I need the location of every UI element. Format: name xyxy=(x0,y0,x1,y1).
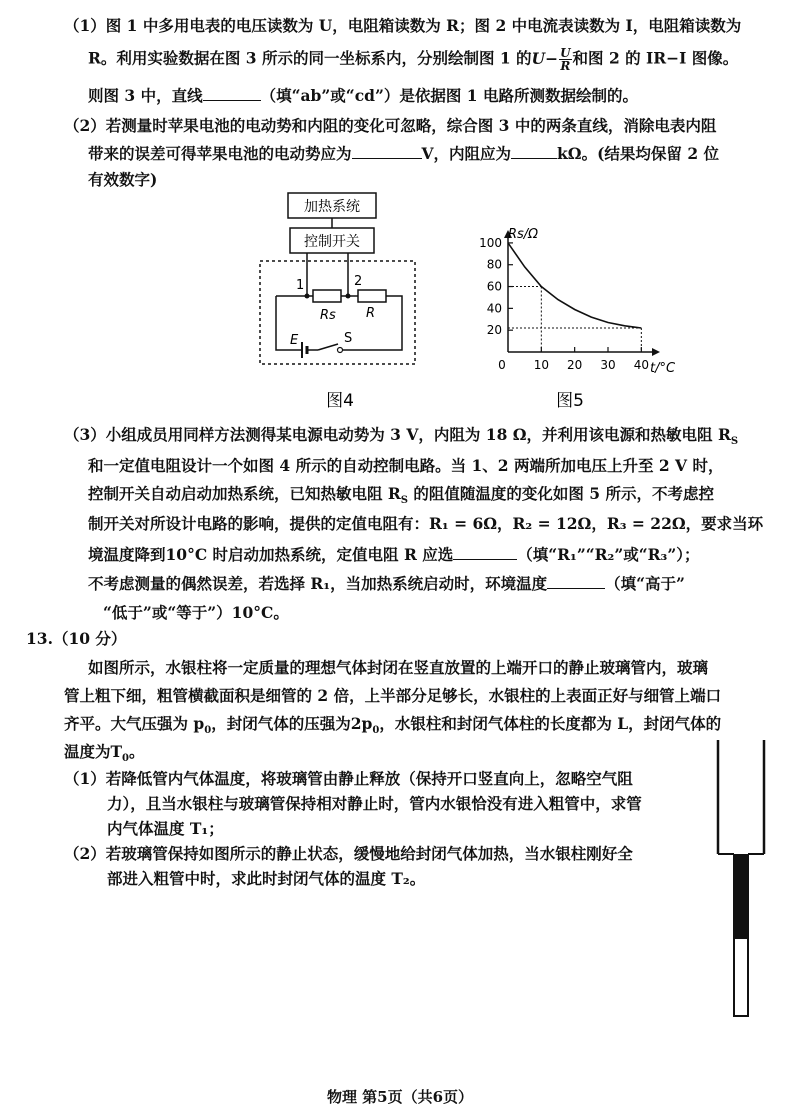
y-tick-label: 40 xyxy=(486,301,502,316)
node-2-label: 2 xyxy=(354,274,363,289)
q12-part3-line2: 和一定值电阻设计一个如图 4 所示的自动控制电路。当 1、2 两端所加电压上升至 2 V 时， xyxy=(88,456,724,475)
q13-stem-line3: 齐平。大气压强为 $p_0$，封闭气体的压强为$2p_0$，水银柱和封闭气体柱的长度都为 L，封闭气体的 xyxy=(64,714,722,737)
u-over-r-formula: U− $\frac{U}{R}$ xyxy=(531,46,571,73)
figure-5-caption: 图5 xyxy=(556,391,584,411)
x-tick-label: 40 xyxy=(633,358,649,372)
y-tick-label: 20 xyxy=(486,323,502,338)
y-tick-label: 100 xyxy=(479,235,502,250)
q13-part2-line1: （2）若玻璃管保持如图所示的静止状态，缓慢地给封闭气体加热，当水银柱刚好全 xyxy=(64,844,633,863)
answer-blank-emf[interactable] xyxy=(352,144,422,159)
q12-part1-line1: （1）图 1 中多用电表的电压读数为 U，电阻箱读数为 R；图 2 中电流表读数为 I，电阻箱读数为 xyxy=(64,16,742,35)
x-axis-arrow xyxy=(652,348,660,356)
x-axis-label: t/°C xyxy=(650,361,676,376)
q13-stem-line2: 管上粗下细，粗管横截面积是细管的 2 倍，上半部分足够长，水银柱的上表面正好与细管上端口 xyxy=(64,686,722,705)
answer-blank-resistor-choice[interactable] xyxy=(453,545,517,560)
switch-s-icon xyxy=(318,344,338,350)
q12-part3-line7: “低于”或“等于”）10°C。 xyxy=(103,603,289,622)
y-tick-label: 60 xyxy=(486,279,502,294)
answer-blank-line[interactable] xyxy=(203,86,261,101)
q12-part1-line2: R。利用实验数据在图 3 所示的同一坐标系内，分别绘制图 1 的U− $\frac{U}{R}$ 和图 2 的 IR−I 图像。 xyxy=(88,46,739,73)
node-1-label: 1 xyxy=(296,278,305,293)
gas-column xyxy=(734,938,748,1016)
x-tick-label: 10 xyxy=(533,358,549,372)
heater-label: 加热系统 xyxy=(304,199,360,215)
q13-heading: 13.（10 分） xyxy=(26,629,127,648)
figure-5-chart xyxy=(460,212,690,414)
q12-part3-line6: 不考虑测量的偶然误差，若选择 R₁，当加热系统启动时，环境温度 （填“高于” xyxy=(88,574,685,593)
y-tick-label: 80 xyxy=(486,257,502,272)
q13-stem-line1: 如图所示，水银柱将一定质量的理想气体封闭在竖直放置的上端开口的静止玻璃管内，玻璃 xyxy=(88,658,709,677)
s-label: S xyxy=(344,331,353,346)
q13-part1-line2: 力），且当水银柱与玻璃管保持相对静止时，管内水银恰没有进入粗管中，求管 xyxy=(107,794,642,813)
r-label: R xyxy=(366,306,376,321)
q12-part2-line1: （2）若测量时苹果电池的电动势和内阻的变化可忽略，综合图 3 中的两条直线，消除电表内阻 xyxy=(64,116,717,135)
glass-tube-figure xyxy=(715,738,767,1020)
page-footer: 物理 第5页（共6页） xyxy=(326,1088,474,1106)
rs-curve xyxy=(508,243,641,328)
x-tick-label: 30 xyxy=(600,358,616,372)
q13-stem-line4: 温度为$T_0$。 xyxy=(64,742,145,765)
answer-blank-temperature[interactable] xyxy=(547,574,605,589)
q12-part3-line4: 制开关对所设计电路的影响，提供的定值电阻有：R₁ = 6Ω，R₂ = 12Ω，R₃ = 22Ω，要求当环 xyxy=(88,514,764,533)
x-tick-label: 0 xyxy=(498,358,506,372)
mercury-column xyxy=(734,854,748,938)
y-axis-label: Rs/Ω xyxy=(508,227,539,242)
control-switch-label: 控制开关 xyxy=(304,234,360,250)
q12-part2-line2: 带来的误差可得苹果电池的电动势应为 V，内阻应为 kΩ。(结果均保留 2 位 xyxy=(88,144,719,163)
q12-part3-line1: （3）小组成员用同样方法测得某电源电动势为 3 V，内阻为 18 Ω，并利用该电源和热敏电阻 $R_S$ xyxy=(64,425,739,448)
answer-blank-resistance[interactable] xyxy=(511,144,557,159)
q13-part1-line1: （1）若降低管内气体温度，将玻璃管由静止释放（保持开口竖直向上，忽略空气阻 xyxy=(64,769,633,788)
figure-4-circuit xyxy=(240,186,440,414)
rs-label: Rs xyxy=(320,308,336,323)
q12-part3-line3: 控制开关自动启动加热系统，已知热敏电阻 $R_S$ 的阻值随温度的变化如图 5 所示，不考虑控 xyxy=(88,484,714,507)
resistor-r xyxy=(358,290,386,302)
q12-part3-line5: 境温度降到10°C 时启动加热系统，定值电阻 R 应选 （填“R₁”“R₂”或“R₃”）； xyxy=(88,545,700,564)
q13-part2-line2: 部进入粗管中时，求此时封闭气体的温度 T₂。 xyxy=(107,869,426,888)
q12-part1-line3: 则图 3 中，直线 （填“ab”或“cd”）是依据图 1 电路所测数据绘制的。 xyxy=(88,86,638,105)
figure-4-caption: 图4 xyxy=(326,391,354,411)
e-label: E xyxy=(290,333,299,348)
x-tick-label: 20 xyxy=(567,358,583,372)
thermistor-rs xyxy=(313,290,341,302)
q12-part2-line3: 有效数字) xyxy=(88,170,158,189)
q13-part1-line3: 内气体温度 T₁； xyxy=(107,819,224,838)
